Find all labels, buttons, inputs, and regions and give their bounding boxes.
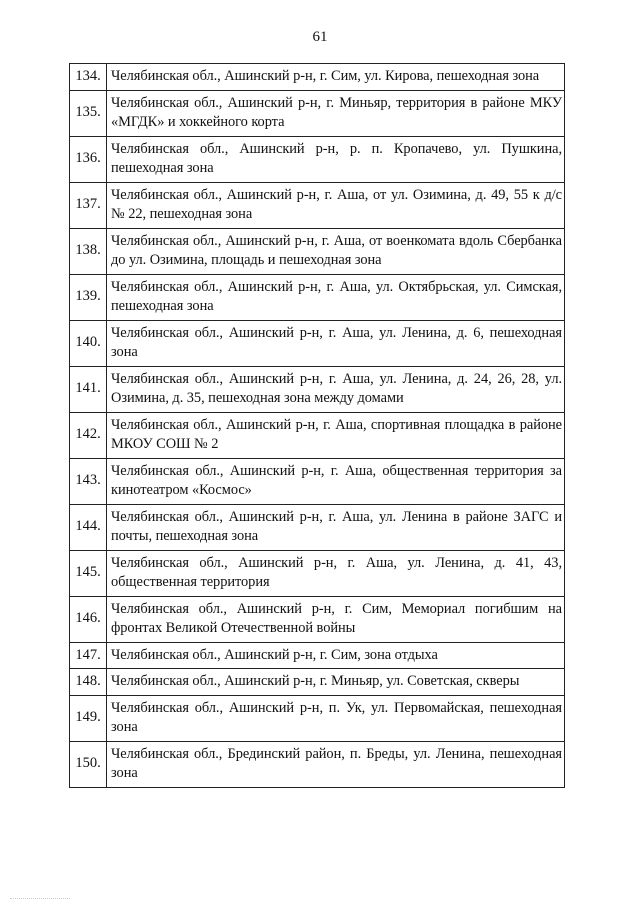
table-row [70,412,565,458]
row-address: Челябинская обл., Ашинский р-н, г. Аша, ул. Ленина в районе ЗАГС и почты, пешеходная зона [107,504,565,550]
table-row [70,642,565,669]
row-address: Челябинская обл., Ашинский р-н, г. Аша, ул. Ленина, д. 6, пешеходная зона [107,320,565,366]
row-address: Челябинская обл., Ашинский р-н, р. п. Кропачево, ул. Пушкина, пешеходная зона [107,136,565,182]
row-number: 135. [70,90,107,136]
row-number: 134. [70,64,107,91]
table-row [70,320,565,366]
table-row [70,64,565,91]
row-number: 140. [70,320,107,366]
row-number: 150. [70,741,107,787]
table-row [70,228,565,274]
table-row [70,695,565,741]
table-row [70,366,565,412]
row-address: Челябинская обл., Ашинский р-н, п. Ук, ул. Первомайская, пешеходная зона [107,695,565,741]
row-address: Челябинская обл., Ашинский р-н, г. Сим, зона отдыха [107,642,565,669]
table-row [70,136,565,182]
row-address: Челябинская обл., Ашинский р-н, г. Аша, общественная территория за кинотеатром «Космос» [107,458,565,504]
row-number: 141. [70,366,107,412]
row-number: 137. [70,182,107,228]
row-number: 148. [70,669,107,696]
table-row [70,596,565,642]
row-number: 139. [70,274,107,320]
row-address: Челябинская обл., Ашинский р-н, г. Аша, ул. Октябрьская, ул. Симская, пешеходная зона [107,274,565,320]
row-address: Челябинская обл., Брединский район, п. Бреды, ул. Ленина, пешеходная зона [107,741,565,787]
row-address: Челябинская обл., Ашинский р-н, г. Аша, спортивная площадка в районе МКОУ СОШ № 2 [107,412,565,458]
table-row [70,741,565,787]
table-row [70,504,565,550]
scan-artifact-dots [10,898,70,901]
row-number: 145. [70,550,107,596]
page-number: 61 [312,29,328,45]
row-address: Челябинская обл., Ашинский р-н, г. Аша, ул. Ленина, д. 41, 43, общественная территория [107,550,565,596]
row-address: Челябинская обл., Ашинский р-н, г. Миньяр, территория в районе МКУ «МГДК» и хоккейного корта [107,90,565,136]
row-number: 142. [70,412,107,458]
row-address: Челябинская обл., Ашинский р-н, г. Миньяр, ул. Советская, скверы [107,669,565,696]
row-address: Челябинская обл., Ашинский р-н, г. Сим, Мемориал погибшим на фронтах Великой Отечественной войны [107,596,565,642]
row-number: 143. [70,458,107,504]
row-address: Челябинская обл., Ашинский р-н, г. Сим, ул. Кирова, пешеходная зона [107,64,565,91]
table-row [70,458,565,504]
row-number: 136. [70,136,107,182]
table-row [70,274,565,320]
row-number: 146. [70,596,107,642]
row-number: 138. [70,228,107,274]
territory-table-body [70,64,565,788]
row-number: 147. [70,642,107,669]
row-number: 144. [70,504,107,550]
table-row [70,669,565,696]
table-row [70,90,565,136]
row-address: Челябинская обл., Ашинский р-н, г. Аша, ул. Ленина, д. 24, 26, 28, ул. Озимина, д. 35, пешеходная зона между домами [107,366,565,412]
row-number: 149. [70,695,107,741]
territory-table [69,63,565,788]
table-row [70,182,565,228]
table-row [70,550,565,596]
row-address: Челябинская обл., Ашинский р-н, г. Аша, от военкомата вдоль Сбербанка до ул. Озимина, площадь и пешеходная зона [107,228,565,274]
row-address: Челябинская обл., Ашинский р-н, г. Аша, от ул. Озимина, д. 49, 55 к д/с № 22, пешеходная зона [107,182,565,228]
